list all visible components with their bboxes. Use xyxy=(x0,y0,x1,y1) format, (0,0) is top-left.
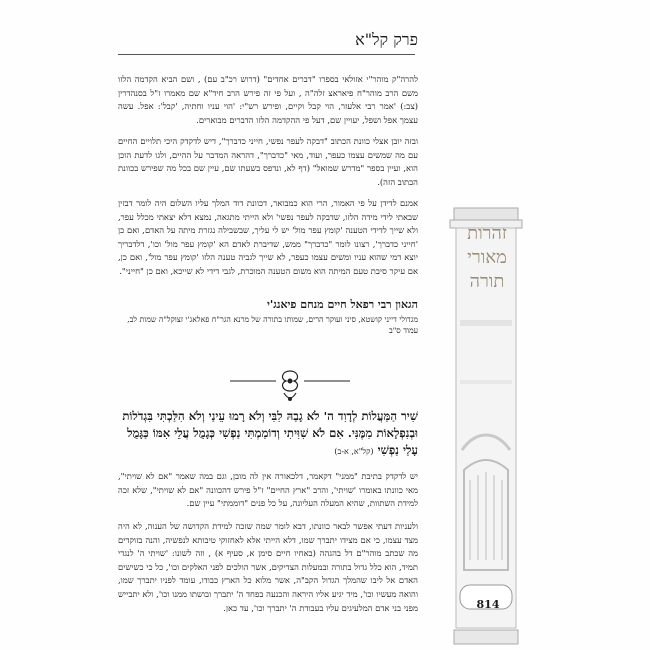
side-title xyxy=(452,222,522,294)
side-title-line-3: תורה xyxy=(469,271,505,292)
author-subtitle: מגדולי דייני קושטא, סיני ועוקר הרים, שמותו בתורה של מרנא הגר"ח פאלאג'י זצוקל"ה שמות לב, עמוד ס"ב xyxy=(127,315,418,335)
paragraph-2: ובזה יובן אצלי כוונת הכתוב "דבקה לעפר נפשי, חייני כדברך", דיש לדקדק היכי תלויים החיים עם מה שמשים עצמו כעפר, ועוד, מאי "כדברך", דהראה המדבר על ההיים, ולגו לדעת הוכן הוא, ועיין בספר "מדרש שמואל" (דף לא, ונדפס בשעתו שם, עיין שם בכל מה שפירש בכוונת הכתוב הזה). xyxy=(118,136,418,187)
header-divider xyxy=(118,54,415,55)
chapter-title: פרק קל"א xyxy=(355,30,418,49)
verse-source: (קל"א, א-ב) xyxy=(334,447,374,456)
side-title-line-2: מאורי xyxy=(467,247,507,268)
scroll-ornament-icon xyxy=(230,369,350,409)
paragraph-1: להרה"ק מוהר"י אזולאי בספרו "דברים אחדים" (דרוש רכ"ב עם) , ושם הביא הקדמה הלזו משם הרב מוהר"ח פיאראצ זלה"ה , ועל פי זה פירש הרב חיד"א שם מאמרו ז"ל בסנהדרין (צב:) 'אמר רבי אלעזר, הוי קבל וקיים, ופירש רש"י: 'הוי עניו וחתיה, 'קבל': אפל. עשה עצמך אפל ושפל, יעויין שם, דעל פי ההקדמה הלזו הדברים מבוארים. xyxy=(118,74,418,125)
verse-text: שִׁיר הַמַּעֲלוֹת לְדָוִד ה' לֹא גָבַהּ לִבִּי וְלֹא רָמוּ עֵינַי וְלֹא הִלַּכְתִּי בִּגְדֹלוֹת וּבְנִפְלָאוֹת מִמֶּנִּי. אִם לֹא שִׁוִּיתִי וְדוֹמַמְתִּי נַפְשִׁי כְּגָמֻל עֲלֵי אִמּוֹ כַּגָּמֻל עָלַי נַפְשִׁי xyxy=(122,409,418,457)
paragraph-3: אמנם לדידן על פי האמור, הרי הוא כמבואר, דכוונת דוד המלך עליו השלום היה לומר דבזין שבאתי לידי מידה הלזו, שדבקה לעפר נפשי' ולא הייתי מתגאה, נמצא דלא יצאתי מכלל עפר, ולא שייך לדידי הטענה 'קומץ עפר מול' יש לי עליך, שבשבילה נגזרת מיתה על האדם, ואם כן 'חייני כדברך', רצונו לומר "כדברך" ממש, שדיברת לאדם הא 'קומץ עפר מול' וכו', דלדבריך יוצא דמי שהוא עניו ומשים עצמו כעפר, לא שייך לגביה טענה הלזו 'קומץ עפר מול', ואם כן, אם עיקר סיבת טעם המיתה הוא משום הטענה המוכרת, לגבי דידי לא שייכא, ואם כן "חייני". xyxy=(118,198,418,276)
author-name: הגאון רבי רפאל חיים מנחם פיאנג'י xyxy=(267,298,418,311)
paragraph-5: ולעניות דעתי אפשר לבאר כוונתו, דבא לומר שמה שזכה למידת הקדושה של הענוה, לא היה מצד עצמו, כי אם מצידו יתברך שמו, דלא הייתי אלא לאחזוקי טיבותא לנפשיה, והנה בזוקדים מה שכתב מוהר"ם דל בהגהה (באחיו חיים סימן א, סעיף א) , וזה לשונו: 'שויתי ה' לנגדי תמיד, הוא כלל גדול בתורה ובמעלות הצדיקים, אשר הולכים לפני האלקים וכו', כל כי כשישים האדם אל ליבו שהמלך הגדול הקב"ה, אשר מלוא כל הארץ כבודו, עומד לפניו יתברך שמו, והואה מעשיו וכו', מיד יגיע אליו היראה והכנעה בפחד ה' יתברך ובושתו ממנו וכו', ולא יתבייש מפני בני אדם המלעיגים עליו בעבודת ה' יתברך וכו', עד כאן. xyxy=(118,521,418,613)
side-title-line-1: זהרות xyxy=(467,223,507,244)
psalm-verse xyxy=(118,408,418,460)
page-number: 814 xyxy=(476,598,500,611)
paragraph-4: יש לדקדק בתיבת "ממני" דקאמר, דלכאורה אין לה מובן, וגם במה שאמר "אם לא שויתי", מאי כוונתו באומרו 'שויתי', והרב "ארץ החיים" ז"ל פירש דהכוונה "אם לא שויתי", שלא זכה למידת השתוות, שהיא המעלה העליונה, על כל פנים "דוממתי" עיין שם. xyxy=(118,471,418,509)
